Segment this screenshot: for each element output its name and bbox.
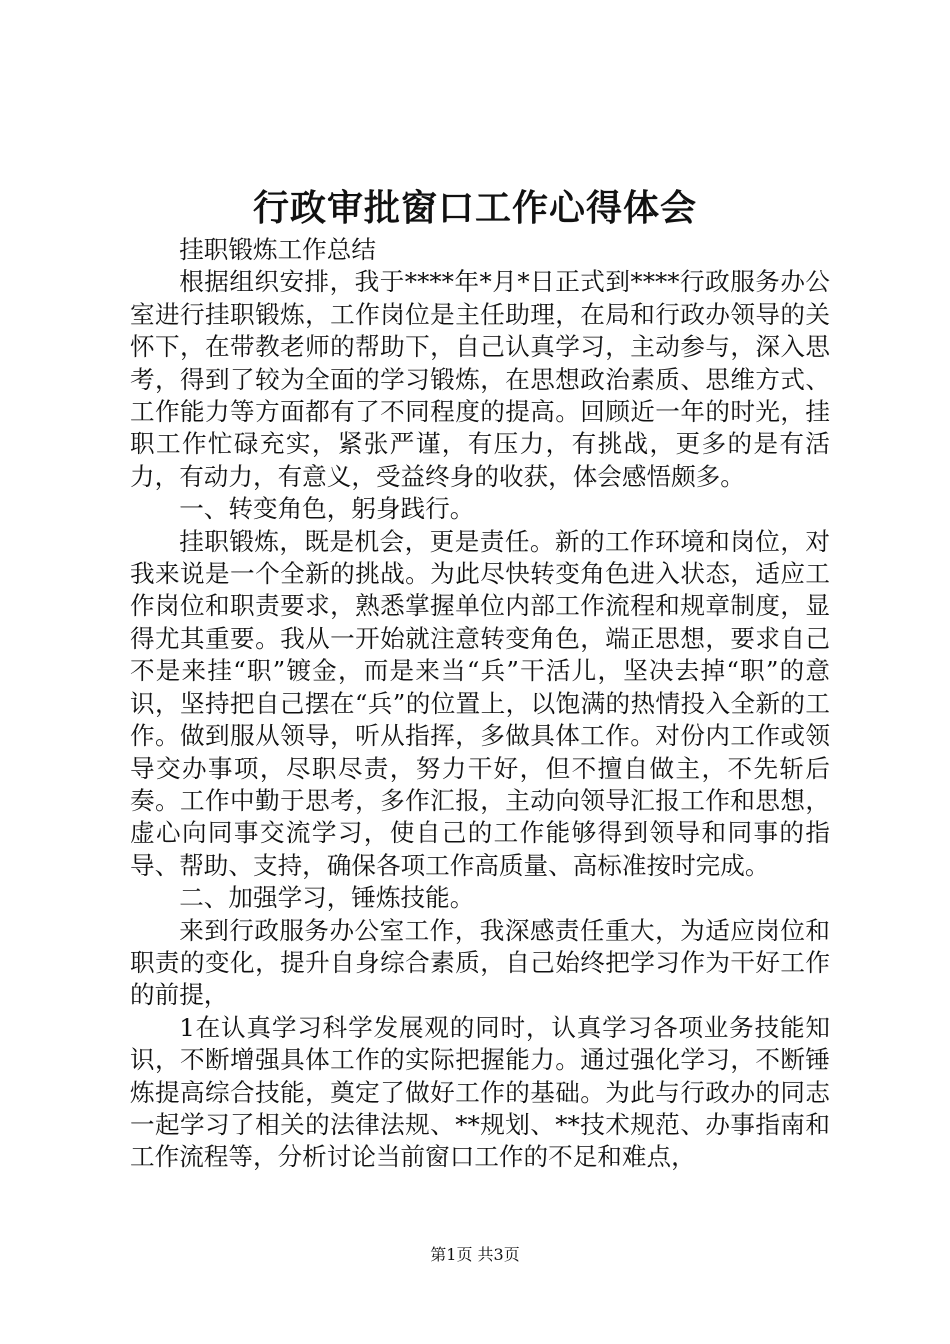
paragraph-intro: 根据组织安排，我于****年*月*日正式到****行政服务办公室进行挂职锻炼，工作岗位是主任助理，在局和行政办领导的关怀下，在带教老师的帮助下，自己认真学习，主动参与，深入思考，得到了较为全面的学习锻炼，在思想政治素质、思维方式、工作能力等方面都有了不同程度的提高。回顾近一年的时光，挂职工作忙碌充实，紧张严谨，有压力，有挑战，更多的是有活力，有动力，有意义，受益终身的收获，体会感悟颇多。	[130, 267, 830, 491]
paragraph-section-1: 挂职锻炼，既是机会，更是责任。新的工作环境和岗位，对我来说是一个全新的挑战。为此尽快转变角色进入状态，适应工作岗位和职责要求，熟悉掌握单位内部工作流程和规章制度，显得尤其重要。我从一开始就注意转变角色，端正思想，要求自己不是来挂“职”镀金，而是来当“兵”干活儿，坚决去掉“职”的意识，坚持把自己摆在“兵”的位置上，以饱满的热情投入全新的工作。做到服从领导，听从指挥，多做具体工作。对份内工作或领导交办事项，尽职尽责，努力干好，但不擅自做主，不先斩后奏。工作中勤于思考，多作汇报，主动向领导汇报工作和思想，虚心向同事交流学习，使自己的工作能够得到领导和同事的指导、帮助、支持，确保各项工作高质量、高标准按时完成。	[130, 526, 830, 880]
paragraph-subtitle: 挂职锻炼工作总结	[179, 235, 376, 264]
paragraph-section-2-item-1: 1在认真学习科学发展观的同时，认真学习各项业务技能知识，不断增强具体工作的实际把握能力。通过强化学习，不断锤炼提高综合技能，奠定了做好工作的基础。为此与行政办的同志一起学习了相关的法律法规、**规划、**技术规范、办事指南和工作流程等，分析讨论当前窗口工作的不足和难点，	[130, 1012, 830, 1172]
paragraph-section-2: 来到行政服务办公室工作，我深感责任重大，为适应岗位和职责的变化，提升自身综合素质，自己始终把学习作为干好工作的前提，	[130, 915, 830, 1010]
page-number: 第1页 共3页	[430, 1245, 520, 1264]
document-title: 行政审批窗口工作心得体会	[252, 187, 697, 229]
section-heading-2: 二、加强学习，锤炼技能。	[179, 883, 475, 913]
section-heading-1: 一、转变角色，躬身践行。	[179, 494, 475, 524]
document-body	[130, 234, 830, 1174]
